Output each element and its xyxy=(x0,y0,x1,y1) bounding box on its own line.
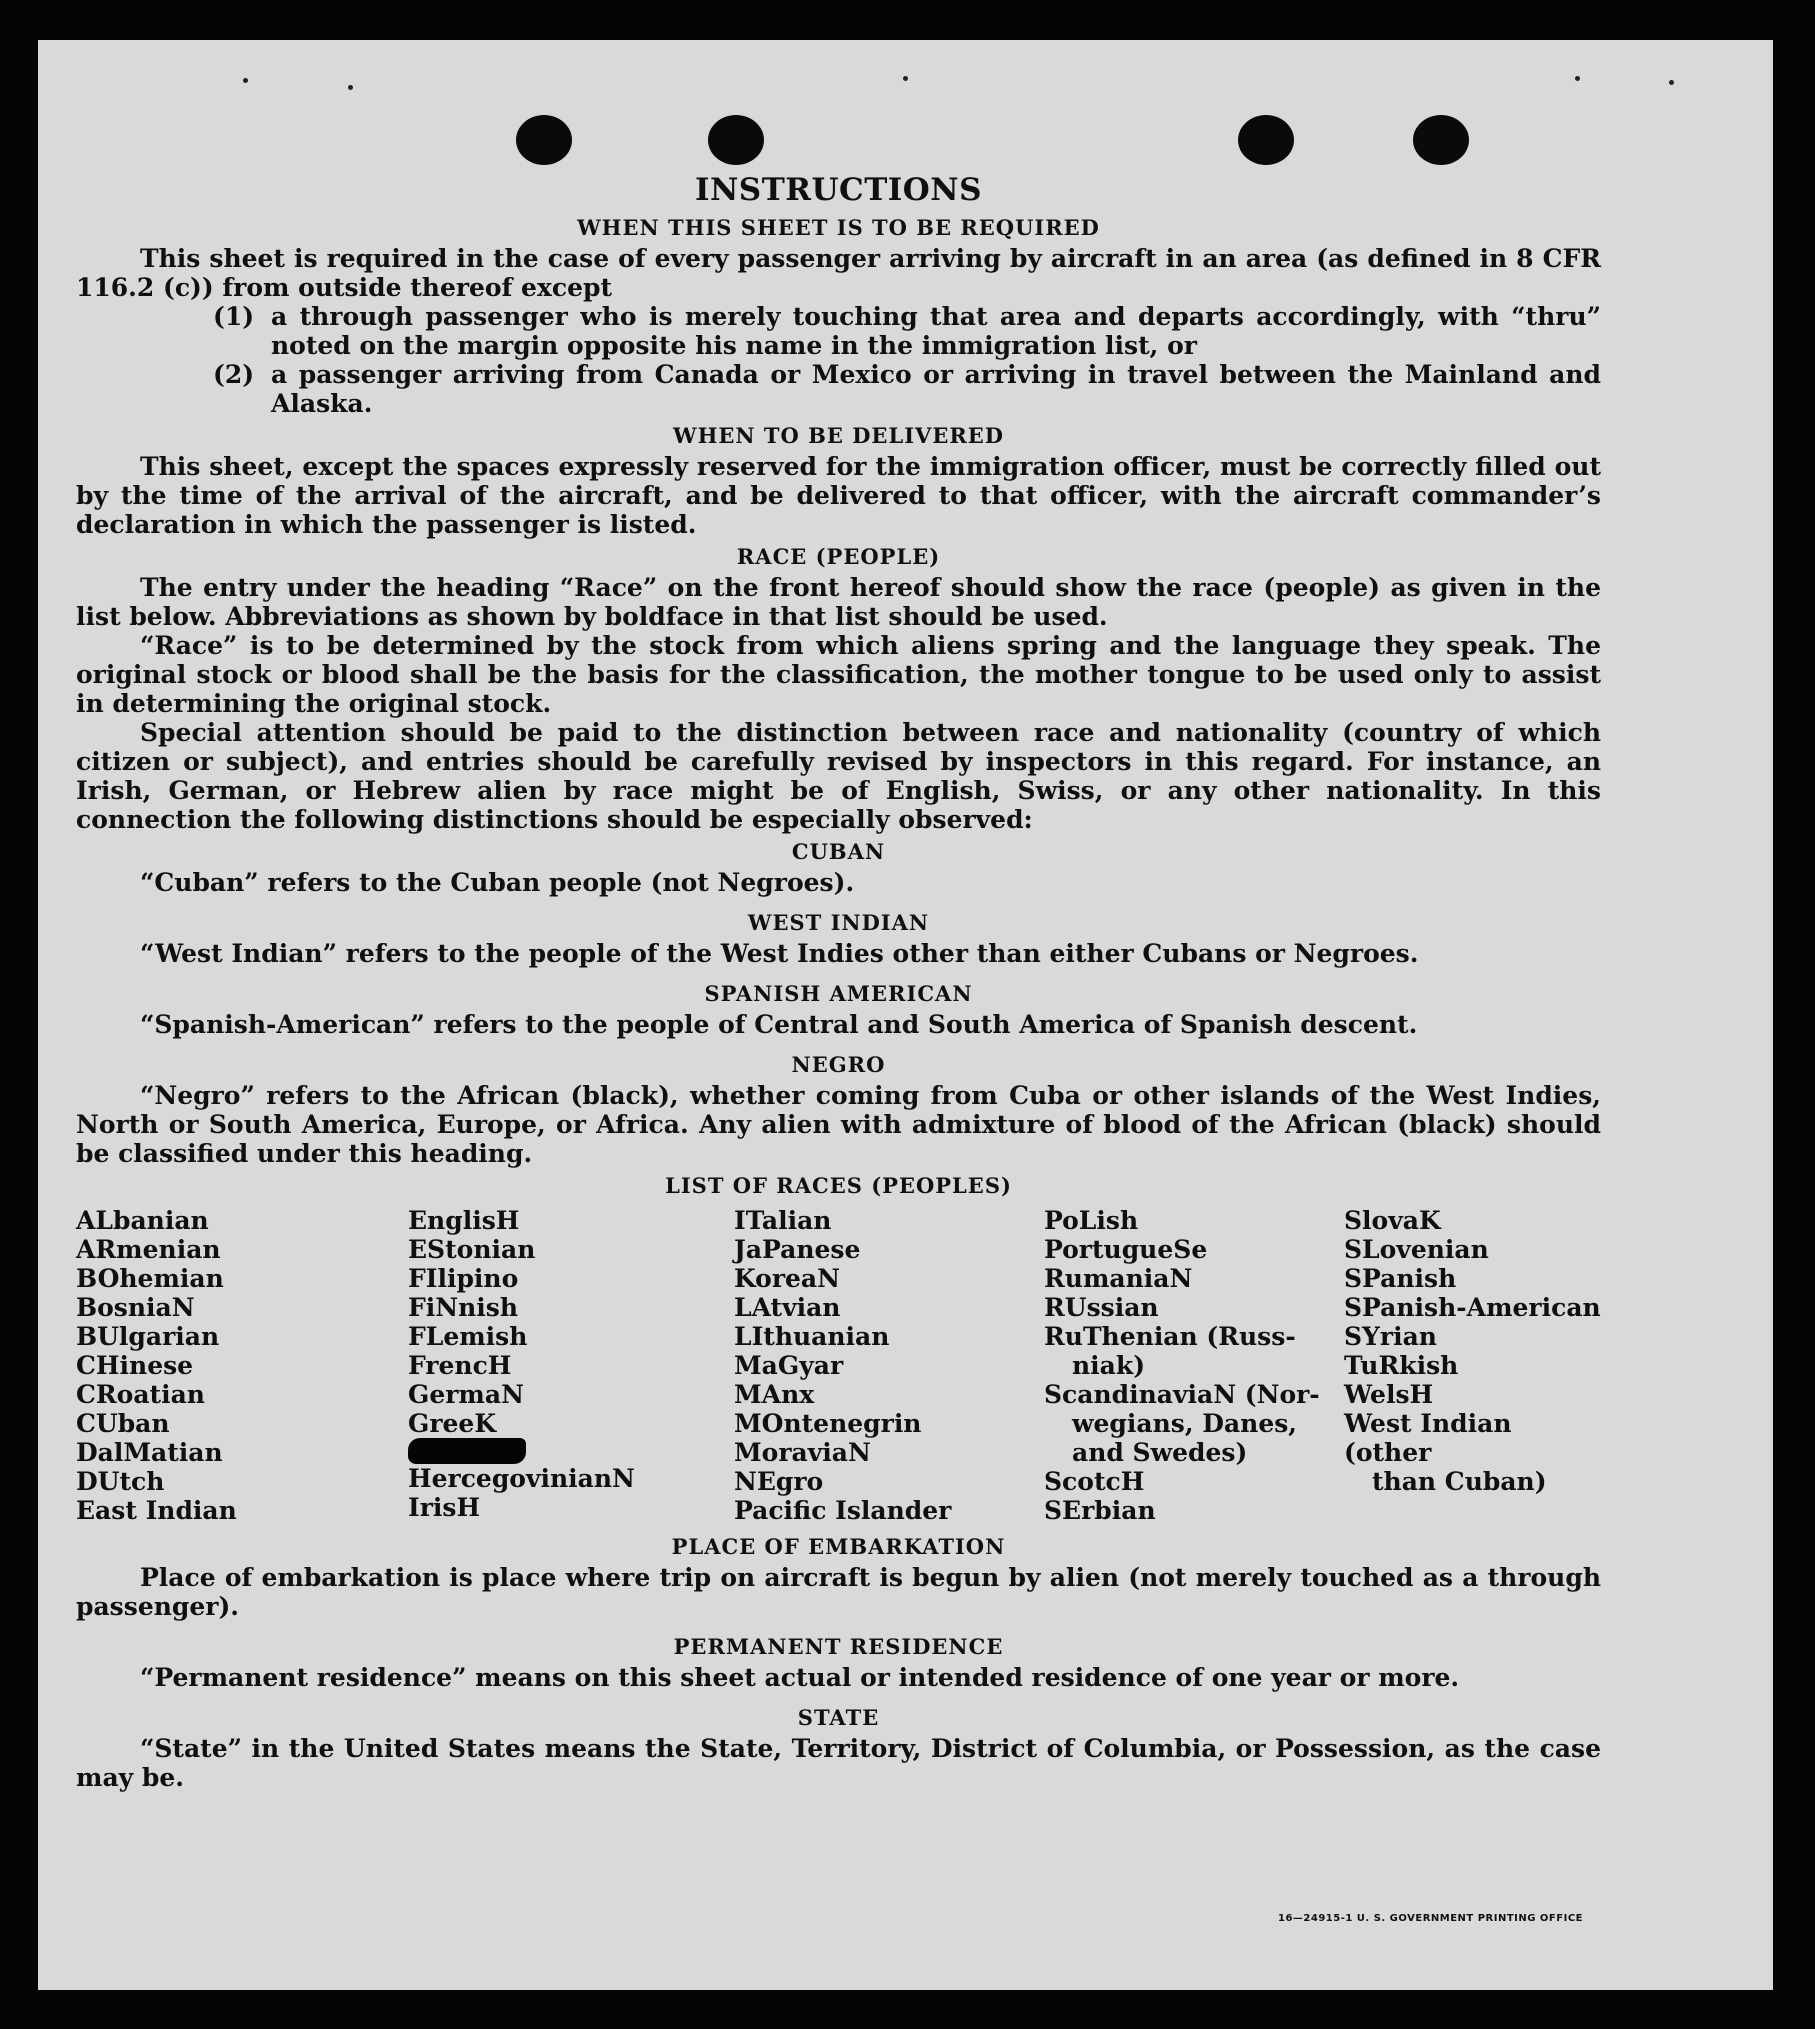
races-column xyxy=(76,1206,408,1525)
race-entry: EStonian xyxy=(408,1235,536,1264)
race-entry: East Indian xyxy=(76,1496,237,1525)
race-entry: SlovaK xyxy=(1344,1206,1441,1235)
punch-hole xyxy=(1238,115,1294,165)
races-list xyxy=(76,1206,1601,1525)
heading-permanent-residence: PERMANENT RESIDENCE xyxy=(673,1634,1004,1659)
race-entry: GermaN xyxy=(408,1380,524,1409)
race-entry: CRoatian xyxy=(76,1380,205,1409)
race-entry: DalMatian xyxy=(76,1438,223,1467)
redaction-mark xyxy=(408,1438,734,1464)
heading-west-indian: WEST INDIAN xyxy=(747,910,930,935)
race-entry: GreeK xyxy=(408,1409,497,1438)
races-column xyxy=(1044,1206,1344,1525)
race-entry: DUtch xyxy=(76,1467,165,1496)
speck xyxy=(903,76,908,81)
race-entry: MAnx xyxy=(734,1380,815,1409)
race-entry: ALbanian xyxy=(76,1206,209,1235)
paragraph-state: “State” in the United States means the State, Territory, District of Columbia, or Possession, as the case may be. xyxy=(76,1734,1601,1792)
race-entry: TuRkish xyxy=(1344,1351,1459,1380)
race-entry: BUlgarian xyxy=(76,1322,220,1351)
punch-hole xyxy=(708,115,764,165)
heading-list-of-races: LIST OF RACES (PEOPLES) xyxy=(665,1173,1012,1198)
race-entry: MoraviaN xyxy=(734,1438,871,1467)
item-text: a passenger arriving from Canada or Mexico or arriving in travel between the Mainland and Alaska. xyxy=(271,360,1601,418)
heading-spanish-american: SPANISH AMERICAN xyxy=(704,981,973,1006)
race-entry: West Indian (other xyxy=(1344,1409,1512,1467)
paragraph-race-1: The entry under the heading “Race” on the front hereof should show the race (people) as given in the list below. Abbreviations as shown by boldface in that list should be used. xyxy=(76,573,1601,631)
race-entry: ARmenian xyxy=(76,1235,221,1264)
race-entry: CHinese xyxy=(76,1351,194,1380)
race-entry: SPanish xyxy=(1344,1264,1457,1293)
race-entry: Pacific Islander xyxy=(734,1496,952,1525)
race-entry: niak) xyxy=(1072,1351,1146,1380)
race-entry: ITalian xyxy=(734,1206,832,1235)
item-number: (2) xyxy=(213,360,255,389)
paragraph-permanent-residence: “Permanent residence” means on this sheet actual or intended residence of one year or more. xyxy=(140,1663,1460,1692)
page-title: INSTRUCTIONS xyxy=(694,172,983,208)
paragraph-delivered: This sheet, except the spaces expressly reserved for the immigration officer, must be correctly filled out by the time of the arrival of the aircraft, and be delivered to that officer, with the aircraft commander’s declaration in which the passenger is listed. xyxy=(76,452,1601,539)
race-entry: PortugueSe xyxy=(1044,1235,1208,1264)
race-entry: SPanish-American xyxy=(1344,1293,1601,1322)
speck xyxy=(348,85,353,90)
paragraph-required: This sheet is required in the case of every passenger arriving by aircraft in an area (as defined in 8 CFR 116.2 (c)) from outside thereof except xyxy=(76,244,1601,302)
item-text: a through passenger who is merely touching that area and departs accordingly, with “thru” noted on the margin opposite his name in the immigration list, or xyxy=(271,302,1601,360)
race-entry: CUban xyxy=(76,1409,170,1438)
race-entry: BOhemian xyxy=(76,1264,224,1293)
race-entry: than Cuban) xyxy=(1372,1467,1547,1496)
race-entry: and Swedes) xyxy=(1072,1438,1248,1467)
heading-state: STATE xyxy=(797,1705,880,1730)
race-entry: SLovenian xyxy=(1344,1235,1489,1264)
race-entry: LAtvian xyxy=(734,1293,841,1322)
exception-item xyxy=(213,360,1601,418)
race-entry: RuThenian (Russ- xyxy=(1044,1322,1296,1351)
item-number: (1) xyxy=(213,302,255,331)
race-entry: FIlipino xyxy=(408,1264,519,1293)
race-entry: JaPanese xyxy=(734,1235,861,1264)
race-entry: FiNnish xyxy=(408,1293,519,1322)
race-entry: ScotcH xyxy=(1044,1467,1145,1496)
race-entry: EnglisH xyxy=(408,1206,520,1235)
race-entry: SYrian xyxy=(1344,1322,1437,1351)
heading-race: RACE (PEOPLE) xyxy=(736,544,941,569)
paragraph-embarkation: Place of embarkation is place where trip on aircraft is begun by alien (not merely touched as a through passenger). xyxy=(76,1563,1601,1621)
document-page xyxy=(38,40,1773,1990)
races-column xyxy=(1344,1206,1601,1525)
heading-cuban: CUBAN xyxy=(791,839,886,864)
races-column xyxy=(734,1206,1044,1525)
race-entry: SErbian xyxy=(1044,1496,1156,1525)
race-entry: IrisH xyxy=(408,1493,481,1522)
paragraph-cuban: “Cuban” refers to the Cuban people (not Negroes). xyxy=(140,868,855,897)
exception-item xyxy=(213,302,1601,360)
races-column xyxy=(408,1206,734,1525)
heading-negro: NEGRO xyxy=(791,1052,886,1077)
race-entry: NEgro xyxy=(734,1467,824,1496)
race-entry: KoreaN xyxy=(734,1264,840,1293)
heading-delivered: WHEN TO BE DELIVERED xyxy=(672,423,1004,448)
race-entry: RUssian xyxy=(1044,1293,1159,1322)
race-entry: WelsH xyxy=(1344,1380,1434,1409)
race-entry: BosniaN xyxy=(76,1293,195,1322)
paragraph-negro: “Negro” refers to the African (black), whether coming from Cuba or other islands of the West Indies, North or South America, Europe, or Africa. Any alien with admixture of blood of the African (black) should be classified under this heading. xyxy=(76,1081,1601,1168)
punch-hole xyxy=(1413,115,1469,165)
race-entry: FrencH xyxy=(408,1351,512,1380)
race-entry: LIthuanian xyxy=(734,1322,890,1351)
speck xyxy=(1575,76,1580,81)
paragraph-spanish-american: “Spanish-American” refers to the people of Central and South America of Spanish descent. xyxy=(140,1010,1418,1039)
speck xyxy=(243,78,248,83)
instructions-body xyxy=(76,170,1601,1792)
race-entry: PoLish xyxy=(1044,1206,1139,1235)
race-entry: ScandinaviaN (Nor- xyxy=(1044,1380,1320,1409)
race-entry: RumaniaN xyxy=(1044,1264,1193,1293)
speck xyxy=(1669,80,1674,85)
paragraph-west-indian: “West Indian” refers to the people of the West Indies other than either Cubans or Negroes. xyxy=(140,939,1419,968)
race-entry: MaGyar xyxy=(734,1351,844,1380)
heading-required: WHEN THIS SHEET IS TO BE REQUIRED xyxy=(577,215,1100,240)
printer-footer: 16—24915-1 U. S. GOVERNMENT PRINTING OFFICE xyxy=(1278,1913,1583,1924)
paragraph-race-3: Special attention should be paid to the distinction between race and nationality (country of which citizen or subject), and entries should be carefully revised by inspectors in this regard. For instance, an Irish, German, or Hebrew alien by race might be of English, Swiss, or any other nationality. In this connection the following distinctions should be especially observed: xyxy=(76,718,1601,834)
punch-hole xyxy=(516,115,572,165)
race-entry: MOntenegrin xyxy=(734,1409,922,1438)
race-entry: FLemish xyxy=(408,1322,528,1351)
race-entry: HercegovinianN xyxy=(408,1464,635,1493)
heading-embarkation: PLACE OF EMBARKATION xyxy=(671,1534,1006,1559)
race-entry: wegians, Danes, xyxy=(1072,1409,1297,1438)
paragraph-race-2: “Race” is to be determined by the stock from which aliens spring and the language they speak. The original stock or blood shall be the basis for the classification, the mother tongue to be used only to assist in determining the original stock. xyxy=(76,631,1601,718)
